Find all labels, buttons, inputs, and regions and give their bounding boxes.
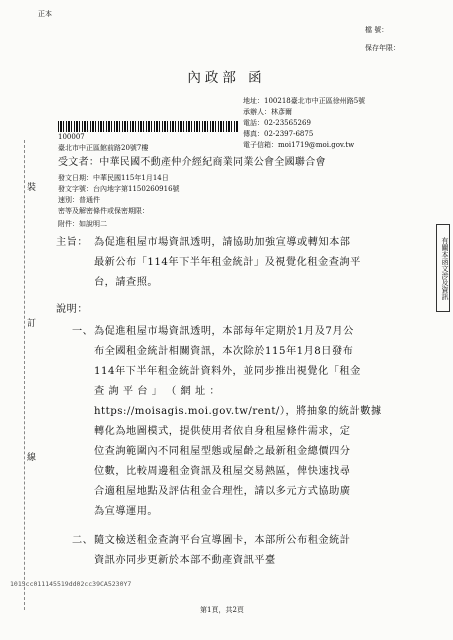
binding-line: [24, 140, 25, 610]
sender-address: 地址：100218臺北市中正區徐州路5號: [243, 97, 366, 105]
item-2-marker: 二、: [72, 535, 94, 546]
subject-line: 台，請查照。: [94, 277, 159, 288]
issue-date: 發文日期：中華民國115年1月14日: [58, 174, 169, 182]
sender-fax: 傳真：02-2397-6875: [243, 130, 314, 138]
archive-number: 檔 號：: [365, 26, 389, 34]
explanation-label: 說明：: [56, 304, 89, 315]
item-1-line: 布全國租金統計相關資訊，本次除於115年1月8日發布: [94, 346, 354, 357]
barcode: [58, 121, 238, 132]
secrecy: 密等及解密條件或保密期限：: [58, 207, 149, 215]
document-number: 發文字號：台內地字第1150260916號: [58, 185, 180, 193]
binding-mark: 線: [27, 453, 37, 463]
item-2-line: 資訊亦同步更新於本部不動產資訊平臺: [94, 555, 276, 566]
subject-label: 主旨：: [56, 237, 89, 248]
item-1-line: 114年下半年租金統計資料外，並同步推出視覺化「租金: [94, 366, 361, 377]
recipient-address: 臺北市中正區館前路20號7樓: [58, 144, 149, 152]
document-code: 1015cc011145519dd02cc39CA5230Y7: [10, 580, 132, 588]
item-1-line: 轉化為地圖模式，提供使用者依自身租屋條件需求，定: [94, 426, 351, 437]
document-title: 內政部 函: [187, 70, 266, 86]
item-1-line: 為宣導運用。: [94, 506, 159, 517]
urgency: 速別：普通件: [58, 196, 100, 204]
item-1-line: 合適租屋地點及評估租金合理性，請以多元方式協助廣: [94, 486, 351, 497]
attachment: 附件：如說明二: [58, 220, 107, 228]
item-2-line: 隨文檢送租金查詢平台宣導圖卡，本部所公布租金統計: [94, 535, 351, 546]
item-1-line: 為促進租屋市場資訊透明，本部每年定期於1月及7月公: [94, 326, 354, 337]
recipient: 受文者：中華民國不動產仲介經紀商業同業公會全國聯合會: [58, 157, 326, 168]
sender-email: 電子信箱：moi1719@moi.gov.tw: [243, 141, 355, 149]
page-footer: 第1頁，共2頁: [200, 606, 244, 614]
subject-line: 最新公布「114年下半年租金統計」及視覺化租金查詢平: [94, 257, 361, 268]
item-1-line: 查 詢 平 台 」 （ 網 址 ：: [94, 386, 221, 397]
subject-line: 為促進租屋市場資訊透明，請協助加強宣導或轉知本部: [94, 237, 351, 248]
sender-phone: 電話：02-23565269: [243, 119, 311, 127]
retention-period: 保存年限：: [365, 44, 400, 52]
item-1-line: 位查詢範圍內不同租屋型態或屋齡之最新租金總價四分: [94, 446, 351, 457]
item-1-line: https://moisagis.moi.gov.tw/rent/），將抽象的統計數據: [94, 406, 382, 417]
item-1-line: 位數，比較周邊租金資訊及租屋交易熱區，俾快速找尋: [94, 466, 351, 477]
binding-mark: 訂: [27, 319, 37, 329]
postcode: 100007: [58, 133, 85, 141]
side-stamp: 有關本函文涉及資訊: [436, 224, 450, 312]
sender-contact: 承辦人：林彥爾: [243, 108, 292, 116]
item-1-marker: 一、: [72, 326, 94, 337]
copy-mark: 正本: [38, 10, 52, 18]
binding-mark: 裝: [27, 183, 37, 193]
